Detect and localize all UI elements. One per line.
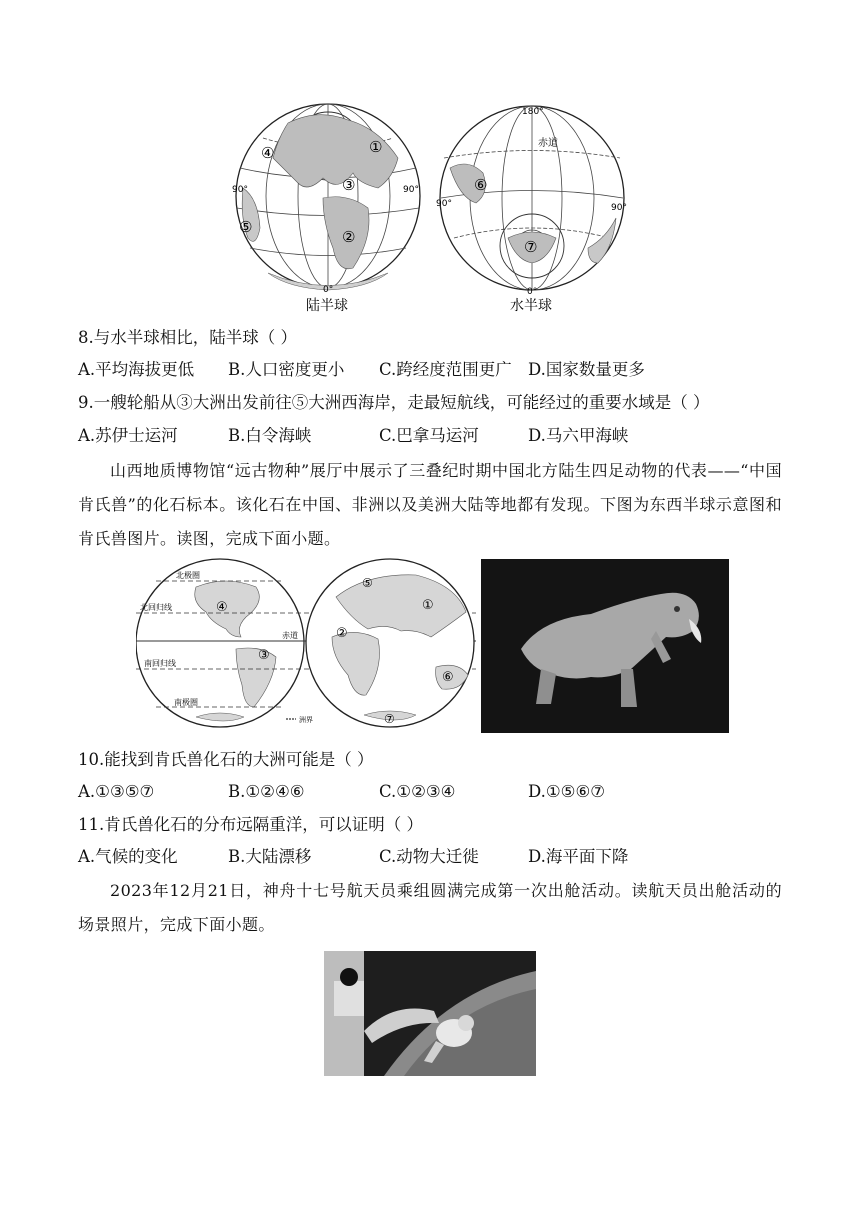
land-mark-5: ⑤ [239, 218, 253, 236]
east-mark-7: ⑦ [384, 712, 395, 726]
legend-continent-boundary: 洲界 [299, 716, 313, 724]
land-mark-3: ③ [342, 176, 356, 194]
land-hemisphere [232, 104, 420, 314]
water-equator-label: 赤道 [538, 138, 558, 149]
astronaut-spacewalk-image [324, 951, 536, 1076]
land-lon-90-right: 90° [403, 185, 419, 195]
q8-option-b[interactable]: B.人口密度更小 [228, 360, 345, 379]
water-lon-90-left: 90° [436, 199, 452, 209]
land-mark-4: ④ [261, 144, 275, 162]
q8-stem: 8.与水半球相比，陆半球（ ） [78, 328, 297, 347]
line-arctic-circle: 北极圈 [176, 571, 200, 580]
fossil-photo [481, 559, 729, 733]
q9-stem: 9.一艘轮船从③大洲出发前往⑤大洲西海岸，走最短航线，可能经过的重要水域是（ ） [78, 393, 710, 412]
q10-option-c[interactable]: C.①②③④ [379, 782, 456, 801]
water-lon-180: 180° [522, 107, 544, 117]
east-mark-5: ⑤ [362, 576, 373, 590]
west-mark-4: ④ [216, 600, 228, 615]
water-mark-6: ⑥ [474, 176, 488, 194]
q8-option-a[interactable]: A.平均海拔更低 [78, 360, 195, 379]
passage-2 [78, 874, 782, 942]
line-equator: 赤道 [282, 631, 298, 640]
q9-option-c[interactable]: C.巴拿马运河 [379, 426, 479, 445]
east-west-maps [136, 557, 476, 731]
hemisphere-figure [228, 98, 632, 316]
q10-stem: 10.能找到肯氏兽化石的大洲可能是（ ） [78, 750, 374, 769]
line-tropic-capricorn: 南回归线 [144, 659, 176, 668]
passage-1-text: 山西地质博物馆“远古物种”展厅中展示了三叠纪时期中国北方陆生四足动物的代表——“中国肯氏兽”的化石标本。该化石在中国、非洲以及美洲大陆等地都有发现。下图为东西半球示意图和肯氏兽图片。读图，完成下面小题。 [78, 461, 782, 548]
q9-option-a[interactable]: A.苏伊士运河 [78, 426, 178, 445]
q8-option-c[interactable]: C.跨经度范围更广 [379, 360, 512, 379]
q11-option-a[interactable]: A.气候的变化 [78, 847, 178, 866]
q10-option-d[interactable]: D.①⑤⑥⑦ [528, 782, 606, 801]
east-mark-6: ⑥ [442, 670, 454, 685]
hemisphere-maps [228, 98, 632, 316]
q11-stem: 11.肯氏兽化石的分布远隔重洋，可以证明（ ） [78, 815, 423, 834]
land-hemisphere-label: 陆半球 [306, 298, 348, 314]
fossil-sculpture-image [481, 559, 729, 733]
q10-option-a[interactable]: A.①③⑤⑦ [78, 782, 155, 801]
q9-option-d[interactable]: D.马六甲海峡 [528, 426, 629, 445]
q11-option-b[interactable]: B.大陆漂移 [228, 847, 312, 866]
land-mark-2: ② [342, 228, 356, 246]
land-mark-1: ① [369, 138, 383, 156]
land-lon-90-left: 90° [232, 185, 248, 195]
passage-2-text: 2023年12月21日，神舟十七号航天员乘组圆满完成第一次出舱活动。读航天员出舱活动的场景照片，完成下面小题。 [78, 881, 782, 934]
line-tropic-cancer: 北回归线 [140, 603, 172, 612]
line-antarctic-circle: 南极圈 [174, 698, 198, 707]
east-west-hemisphere-figure [136, 557, 476, 731]
water-lon-0: 0° [527, 287, 538, 297]
spacewalk-photo [324, 951, 536, 1076]
q11-option-d[interactable]: D.海平面下降 [528, 847, 629, 866]
q9-option-b[interactable]: B.白令海峡 [228, 426, 312, 445]
east-mark-1: ① [422, 598, 434, 613]
water-hemisphere-label: 水半球 [510, 298, 552, 314]
land-lon-0: 0° [323, 285, 334, 295]
q8-option-d[interactable]: D.国家数量更多 [528, 360, 645, 379]
water-hemisphere [436, 106, 627, 314]
east-mark-2: ② [336, 626, 348, 641]
water-lon-90-right: 90° [611, 203, 627, 213]
q11-option-c[interactable]: C.动物大迁徙 [379, 847, 479, 866]
passage-1 [78, 454, 782, 556]
water-mark-7: ⑦ [524, 238, 538, 256]
eastern-hemisphere [282, 559, 474, 727]
q10-option-b[interactable]: B.①②④⑥ [228, 782, 305, 801]
west-mark-3: ③ [258, 648, 270, 663]
